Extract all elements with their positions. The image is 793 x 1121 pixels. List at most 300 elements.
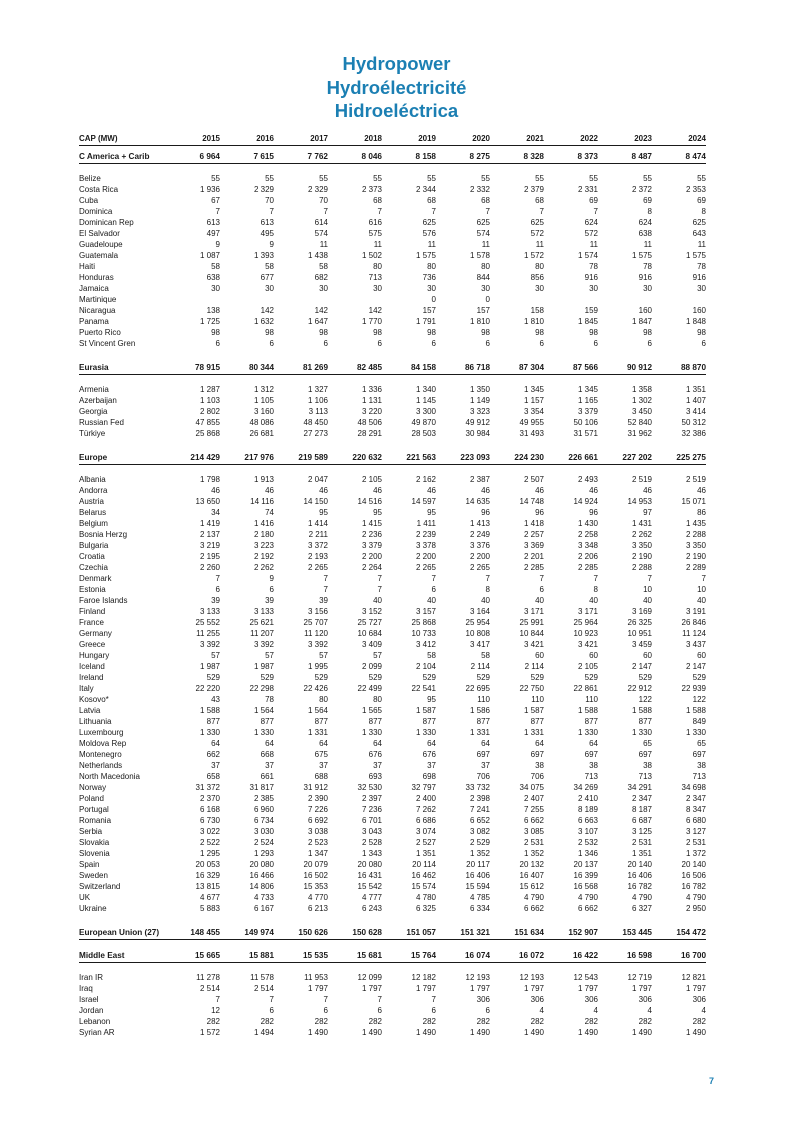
country-name: Jamaica [79,284,109,293]
capacity-value: 2 532 [577,838,598,847]
capacity-value: 2 288 [631,563,652,572]
capacity-value: 47 855 [195,418,220,427]
capacity-value: 877 [422,717,436,726]
capacity-value: 48 086 [249,418,274,427]
table-row [79,760,706,771]
table-row [79,239,706,250]
capacity-value: 80 [427,262,436,271]
capacity-value: 74 [265,508,274,517]
capacity-value: 7 [215,995,220,1004]
capacity-value: 55 [481,174,490,183]
capacity-value: 306 [692,995,706,1004]
capacity-value: 3 323 [469,407,490,416]
country-name: Bulgaria [79,541,109,550]
table-row [79,406,706,417]
capacity-value: 1 578 [469,251,490,260]
capacity-value: 30 [319,284,328,293]
capacity-value: 110 [585,695,598,704]
capacity-value: 575 [368,229,382,238]
capacity-value: 625 [476,218,490,227]
capacity-value: 2 353 [685,185,706,194]
capacity-value: 1 586 [469,706,490,715]
capacity-value: 625 [692,218,706,227]
capacity-value: 43 [211,695,220,704]
capacity-value: 1 647 [307,317,328,326]
group-total-value: 84 158 [382,361,436,375]
capacity-value: 693 [368,772,382,781]
capacity-value: 57 [373,651,382,660]
capacity-value: 80 [319,695,328,704]
country-name: Faroe Islands [79,596,128,605]
capacity-value: 69 [697,196,706,205]
capacity-value: 31 372 [195,783,220,792]
capacity-value: 1 913 [253,475,274,484]
country-name: Ukraine [79,904,107,913]
capacity-value: 572 [530,229,544,238]
table-row [79,316,706,327]
table-row [79,228,706,239]
header-year: 2023 [598,131,652,146]
capacity-value: 2 193 [307,552,328,561]
country-name: Georgia [79,407,108,416]
table-row [79,551,706,562]
capacity-value: 46 [427,486,436,495]
capacity-value: 10 733 [411,629,436,638]
capacity-value: 7 [323,207,328,216]
table-header-row [79,131,706,146]
capacity-value: 4 [701,1006,706,1015]
header-year: 2022 [544,131,598,146]
country-name: Austria [79,497,104,506]
table-body [79,146,706,1051]
capacity-value: 1 502 [361,251,382,260]
table-row [79,683,706,694]
capacity-value: 1 588 [685,706,706,715]
capacity-value: 1 351 [415,849,436,858]
capacity-value: 3 074 [415,827,436,836]
capacity-value: 3 085 [523,827,544,836]
capacity-value: 2 529 [469,838,490,847]
capacity-value: 64 [319,739,328,748]
capacity-value: 37 [427,761,436,770]
capacity-value: 15 574 [411,882,436,891]
country-name: Andorra [79,486,108,495]
table-row [79,327,706,338]
capacity-value: 4 790 [523,893,544,902]
group-total-value: 224 230 [490,451,544,465]
capacity-value: 1 810 [469,317,490,326]
capacity-value: 0 [431,295,436,304]
capacity-value: 70 [265,196,274,205]
capacity-value: 98 [265,328,274,337]
capacity-value: 2 206 [577,552,598,561]
group-total-value: 8 328 [490,150,544,164]
country-name: Martinique [79,295,117,304]
capacity-value: 1 936 [199,185,220,194]
capacity-value: 2 147 [631,662,652,671]
capacity-value: 78 [589,262,598,271]
capacity-value: 697 [638,750,652,759]
group-total-value: 150 626 [274,926,328,940]
capacity-value: 98 [211,328,220,337]
capacity-value: 616 [368,218,382,227]
table-row [79,529,706,540]
capacity-value: 37 [319,761,328,770]
capacity-value: 96 [535,508,544,517]
capacity-value: 2 200 [469,552,490,561]
capacity-value: 48 506 [357,418,382,427]
capacity-value: 9 [269,574,274,583]
capacity-value: 1 430 [577,519,598,528]
capacity-value: 1 490 [415,1028,436,1037]
capacity-value: 11 [319,240,328,249]
capacity-value: 22 499 [357,684,382,693]
country-name: Lebanon [79,1017,111,1026]
country-name: Luxembourg [79,728,124,737]
capacity-value: 2 398 [469,794,490,803]
capacity-value: 4 790 [631,893,652,902]
country-name: Moldova Rep [79,739,127,748]
group-name: Eurasia [79,361,166,375]
title-en: Hydropower [342,53,451,74]
capacity-value: 529 [368,673,382,682]
capacity-value: 2 104 [415,662,436,671]
capacity-value: 16 399 [573,871,598,880]
capacity-value: 1 372 [685,849,706,858]
capacity-value: 6 [431,1006,436,1015]
capacity-value: 688 [314,772,328,781]
capacity-value: 11 120 [304,629,328,638]
country-name: Germany [79,629,112,638]
capacity-value: 20 080 [249,860,274,869]
capacity-value: 6 [701,339,706,348]
capacity-value: 713 [584,772,598,781]
capacity-value: 7 [323,995,328,1004]
capacity-value [328,294,382,305]
capacity-value: 160 [638,306,652,315]
capacity-value: 3 376 [469,541,490,550]
capacity-value: 6 [215,339,220,348]
capacity-value: 6 325 [415,904,436,913]
capacity-value: 57 [211,651,220,660]
capacity-value: 6 663 [577,816,598,825]
capacity-value: 1 105 [253,396,274,405]
capacity-value: 34 [211,508,220,517]
capacity-value: 11 255 [196,629,220,638]
row-spacer [79,439,706,451]
capacity-value: 1 346 [577,849,598,858]
capacity-value: 3 125 [631,827,652,836]
capacity-value: 2 493 [577,475,598,484]
capacity-value: 3 450 [631,407,652,416]
capacity-value: 22 750 [519,684,544,693]
capacity-value: 57 [265,651,274,660]
country-name: Dominica [79,207,113,216]
capacity-value: 64 [265,739,274,748]
capacity-value: 40 [589,596,598,605]
capacity-value: 877 [476,717,490,726]
capacity-value: 572 [584,229,598,238]
capacity-value: 3 164 [469,607,490,616]
capacity-value: 3 354 [523,407,544,416]
capacity-value: 2 190 [631,552,652,561]
capacity-value: 574 [476,229,490,238]
country-name: Lithuania [79,717,112,726]
capacity-value: 30 [697,284,706,293]
capacity-value: 157 [422,306,436,315]
table-row [79,727,706,738]
capacity-value: 1 343 [361,849,382,858]
header-year: 2021 [490,131,544,146]
capacity-value: 2 201 [523,552,544,561]
capacity-value: 38 [589,761,598,770]
capacity-value: 7 226 [307,805,328,814]
capacity-value: 2 523 [307,838,328,847]
capacity-value: 16 407 [519,871,544,880]
capacity-value: 30 [211,284,220,293]
capacity-value: 1 987 [199,662,220,671]
capacity-value: 49 912 [465,418,490,427]
capacity-value: 2 114 [524,662,544,671]
capacity-value: 529 [692,673,706,682]
capacity-value: 55 [373,174,382,183]
capacity-value: 30 [589,284,598,293]
capacity-value: 2 373 [361,185,382,194]
table-row [79,826,706,837]
capacity-value: 282 [476,1017,490,1026]
capacity-value: 638 [206,273,220,282]
capacity-value: 48 450 [303,418,328,427]
capacity-value: 2 407 [523,794,544,803]
table-row [79,672,706,683]
capacity-value: 6 [485,339,490,348]
group-total-value: 151 057 [382,926,436,940]
capacity-value: 4 [539,1006,544,1015]
capacity-value: 32 530 [357,783,382,792]
capacity-value: 31 962 [627,429,652,438]
group-total-row [79,150,706,164]
capacity-value: 38 [697,761,706,770]
group-total-value: 223 093 [436,451,490,465]
capacity-value: 1 312 [253,385,274,394]
capacity-value: 58 [427,651,436,660]
group-total-value: 214 429 [166,451,220,465]
capacity-value: 11 278 [196,973,220,982]
capacity-value: 11 953 [304,973,328,982]
capacity-value: 7 262 [415,805,436,814]
capacity-value: 713 [368,273,382,282]
capacity-value: 58 [481,651,490,660]
capacity-value: 40 [373,596,382,605]
capacity-value: 96 [589,508,598,517]
group-name: C America + Carib [79,150,166,164]
capacity-value: 142 [260,306,274,315]
capacity-value: 3 379 [577,407,598,416]
capacity-value: 22 541 [411,684,436,693]
capacity-value: 1 351 [685,385,706,394]
capacity-value: 1 587 [523,706,544,715]
capacity-value: 16 506 [681,871,706,880]
capacity-value: 20 132 [519,860,544,869]
capacity-value: 4 790 [685,893,706,902]
country-name: Costa Rica [79,185,119,194]
capacity-value: 7 [377,995,382,1004]
capacity-value: 677 [260,273,274,282]
table-row [79,305,706,316]
capacity-value: 7 236 [361,805,382,814]
capacity-value: 6 662 [577,904,598,913]
capacity-value: 7 [323,585,328,594]
capacity-value: 2 137 [199,530,220,539]
capacity-value: 64 [427,739,436,748]
capacity-value: 877 [314,717,328,726]
capacity-value: 2 531 [631,838,652,847]
capacity-value: 877 [530,717,544,726]
capacity-value: 50 312 [681,418,706,427]
capacity-value: 12 543 [573,973,598,982]
country-name: Syrian AR [79,1028,115,1037]
capacity-value: 157 [476,306,490,315]
capacity-value: 1 987 [253,662,274,671]
capacity-value: 20 053 [195,860,220,869]
country-name: Panama [79,317,109,326]
capacity-value: 2 264 [361,563,382,572]
country-name: Türkiye [79,429,106,438]
country-name: Sweden [79,871,108,880]
capacity-value: 7 [215,207,220,216]
capacity-value: 6 [539,585,544,594]
capacity-value: 7 [701,574,706,583]
group-total-value: 16 422 [544,949,598,963]
capacity-value: 2 195 [199,552,220,561]
capacity-value: 1 490 [685,1028,706,1037]
capacity-value: 46 [265,486,274,495]
group-total-value: 16 074 [436,949,490,963]
country-name: Slovakia [79,838,110,847]
capacity-value: 3 160 [253,407,274,416]
capacity-value: 3 171 [523,607,544,616]
capacity-value: 1 087 [199,251,220,260]
capacity-value: 2 099 [361,662,382,671]
capacity-value: 624 [638,218,652,227]
table-row [79,617,706,628]
capacity-value: 1 331 [469,728,490,737]
capacity-value: 31 817 [249,783,274,792]
capacity-value: 2 522 [199,838,220,847]
capacity-value: 1 347 [307,849,328,858]
capacity-value: 4 677 [199,893,220,902]
capacity-value: 15 594 [465,882,490,891]
capacity-value: 1 572 [523,251,544,260]
capacity-value: 2 260 [199,563,220,572]
capacity-value: 26 846 [681,618,706,627]
country-name: Albania [79,475,106,484]
capacity-value: 3 157 [415,607,436,616]
capacity-value: 30 984 [465,429,490,438]
country-name: Portugal [79,805,109,814]
capacity-value: 1 295 [199,849,220,858]
capacity-value: 6 701 [361,816,382,825]
capacity-value: 6 327 [631,904,652,913]
capacity-value: 2 331 [577,185,598,194]
capacity-value [490,294,544,305]
capacity-value: 28 503 [411,429,436,438]
country-name: Slovenia [79,849,110,858]
capacity-value: 8 [647,207,652,216]
capacity-value: 1 995 [307,662,328,671]
capacity-value: 3 348 [577,541,598,550]
capacity-value: 10 923 [573,629,598,638]
table-row [79,983,706,994]
capacity-value: 1 490 [523,1028,544,1037]
capacity-value: 65 [697,739,706,748]
capacity-value: 4 [647,1006,652,1015]
group-total-value: 7 762 [274,150,328,164]
capacity-value: 46 [643,486,652,495]
country-name: Cuba [79,196,99,205]
capacity-value: 7 [485,207,490,216]
capacity-value: 4 [593,1006,598,1015]
capacity-value: 1 330 [685,728,706,737]
capacity-value: 1 438 [307,251,328,260]
table-row [79,1016,706,1027]
capacity-value: 1 575 [415,251,436,260]
capacity-value [544,294,598,305]
capacity-value: 282 [692,1017,706,1026]
table-row [79,261,706,272]
capacity-value: 6 [539,339,544,348]
capacity-value: 10 951 [627,629,652,638]
capacity-value: 529 [530,673,544,682]
capacity-value: 14 516 [357,497,382,506]
capacity-value: 625 [530,218,544,227]
capacity-value: 2 262 [631,530,652,539]
country-name: Greece [79,640,106,649]
capacity-value: 1 575 [685,251,706,260]
capacity-value: 46 [697,486,706,495]
table-row [79,428,706,439]
capacity-value: 158 [530,306,544,315]
country-name: Romania [79,816,112,825]
capacity-value: 3 169 [631,607,652,616]
capacity-value: 25 552 [195,618,220,627]
capacity-value: 1 418 [523,519,544,528]
capacity-value: 39 [319,596,328,605]
capacity-value: 12 719 [627,973,652,982]
capacity-value: 60 [589,651,598,660]
table-row [79,485,706,496]
capacity-value: 3 082 [469,827,490,836]
capacity-value: 46 [373,486,382,495]
capacity-value: 7 [269,207,274,216]
capacity-value: 624 [584,218,598,227]
group-total-value: 151 634 [490,926,544,940]
capacity-value: 22 426 [303,684,328,693]
capacity-value: 25 707 [303,618,328,627]
capacity-value: 22 939 [681,684,706,693]
capacity-value: 33 732 [465,783,490,792]
capacity-value: 55 [319,174,328,183]
capacity-value: 2 258 [577,530,598,539]
table-row [79,628,706,639]
capacity-value: 495 [260,229,274,238]
capacity-value: 8 187 [631,805,652,814]
capacity-value: 46 [589,486,598,495]
capacity-value: 6 [215,585,220,594]
capacity-value: 14 635 [465,497,490,506]
capacity-value: 2 190 [685,552,706,561]
capacity-value: 20 079 [303,860,328,869]
